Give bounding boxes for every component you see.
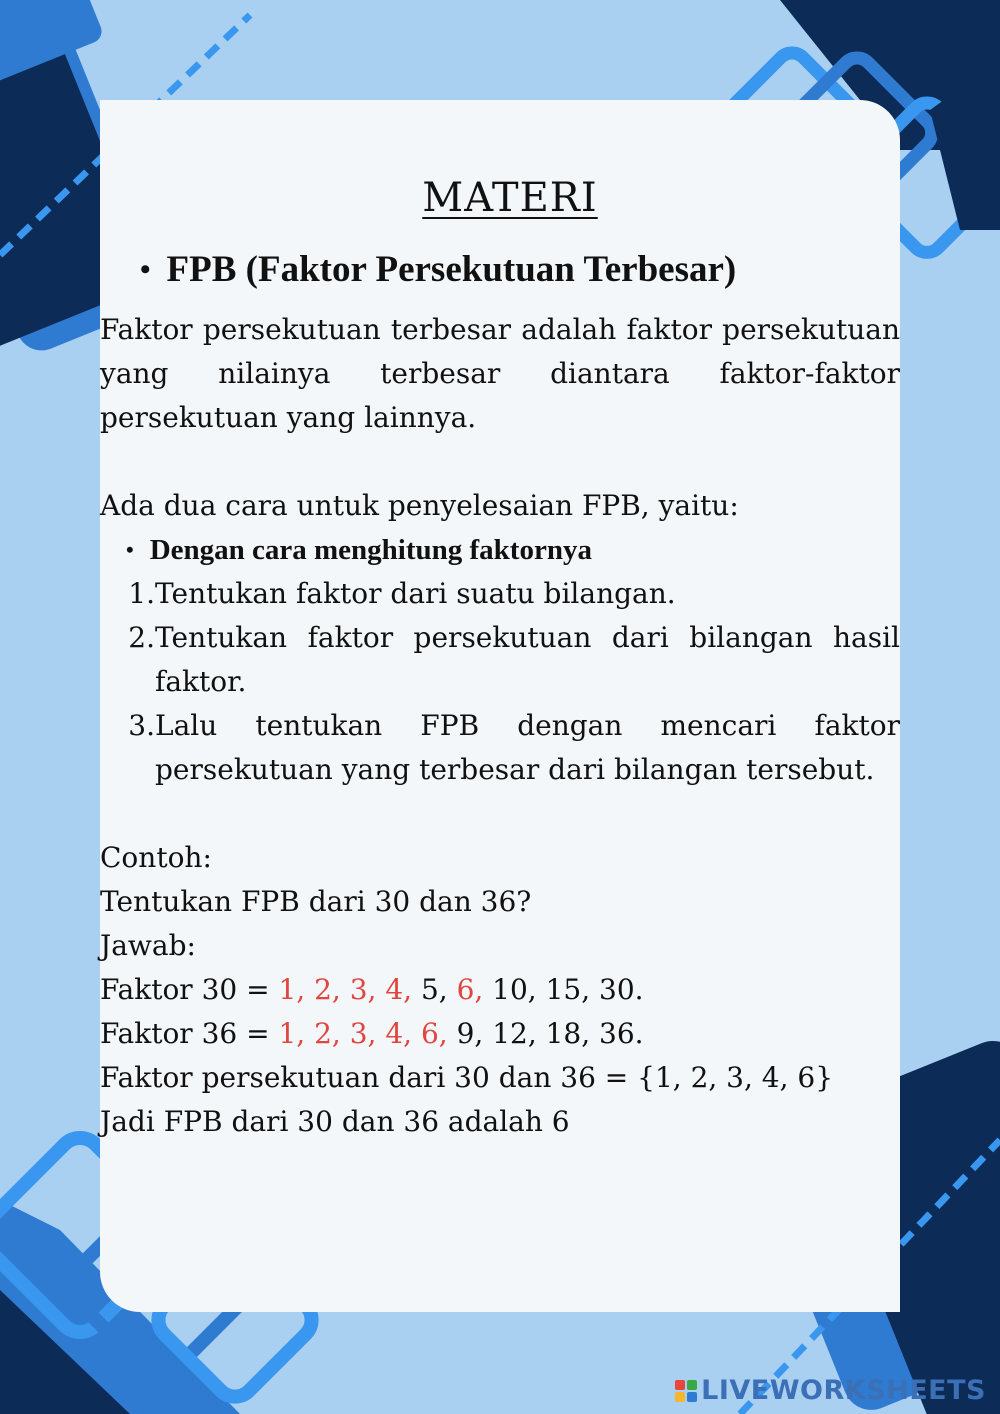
factors-30-mid: 5, <box>412 973 457 1006</box>
factors-30-line <box>100 968 900 1012</box>
intro-text: Ada dua cara untuk penyelesaian FPB, yaitu: <box>100 489 739 522</box>
step-text: Tentukan faktor dari suatu bilangan. <box>155 577 676 610</box>
step-number: 2. <box>128 621 155 654</box>
step-number: 1. <box>128 577 155 610</box>
list-item <box>100 616 900 704</box>
liveworksheets-logo-icon <box>675 1380 697 1402</box>
factors-36-prefix: Faktor 36 = <box>100 1017 279 1050</box>
method-title <box>126 528 900 572</box>
spacer <box>100 440 900 484</box>
definition-paragraph: Faktor persekutuan terbesar adalah faktor persekutuan yang nilainya terbesar diantara faktor-faktor persekutuan yang lainnya. <box>100 313 900 434</box>
factors-30-common-a: 1, 2, 3, 4, <box>278 973 413 1006</box>
conclusion-line: Jadi FPB dari 30 dan 36 adalah 6 <box>100 1105 570 1138</box>
method-title-text: Dengan cara menghitung faktornya <box>149 534 592 566</box>
factors-36-common: 1, 2, 3, 4, 6, <box>278 1017 448 1050</box>
factors-30-common-b: 6, <box>456 973 484 1006</box>
factors-30-rest: 10, 15, 30. <box>483 973 644 1006</box>
factors-36-line <box>100 1012 900 1056</box>
example-question: Tentukan FPB dari 30 dan 36? <box>100 885 532 918</box>
brand-text: LIVEWORKSHEETS <box>701 1375 986 1406</box>
step-text: Lalu tentukan FPB dengan mencari faktor persekutuan yang terbesar dari bilangan tersebut. <box>155 709 900 786</box>
step-number: 3. <box>128 709 155 742</box>
bullet-icon: • <box>126 537 134 562</box>
page-title: MATERI <box>422 175 598 221</box>
spacer <box>100 792 900 836</box>
factors-36-rest: 9, 12, 18, 36. <box>447 1017 644 1050</box>
common-factors-line: Faktor persekutuan dari 30 dan 36 = {1, 2, 3, 4, 6} <box>100 1061 834 1094</box>
answer-label: Jawab: <box>100 929 196 962</box>
liveworksheets-brand[interactable] <box>675 1375 986 1406</box>
list-item <box>100 704 900 792</box>
step-text: Tentukan faktor persekutuan dari bilangan hasil faktor. <box>155 621 900 698</box>
factors-30-prefix: Faktor 30 = <box>100 973 279 1006</box>
bullet-icon: • <box>140 253 151 286</box>
steps-list <box>100 572 900 792</box>
section-heading <box>140 244 900 296</box>
worksheet-content <box>100 170 900 1144</box>
list-item <box>100 572 900 616</box>
example-label: Contoh: <box>100 841 212 874</box>
section-heading-text: FPB (Faktor Persekutuan Terbesar) <box>166 249 737 290</box>
